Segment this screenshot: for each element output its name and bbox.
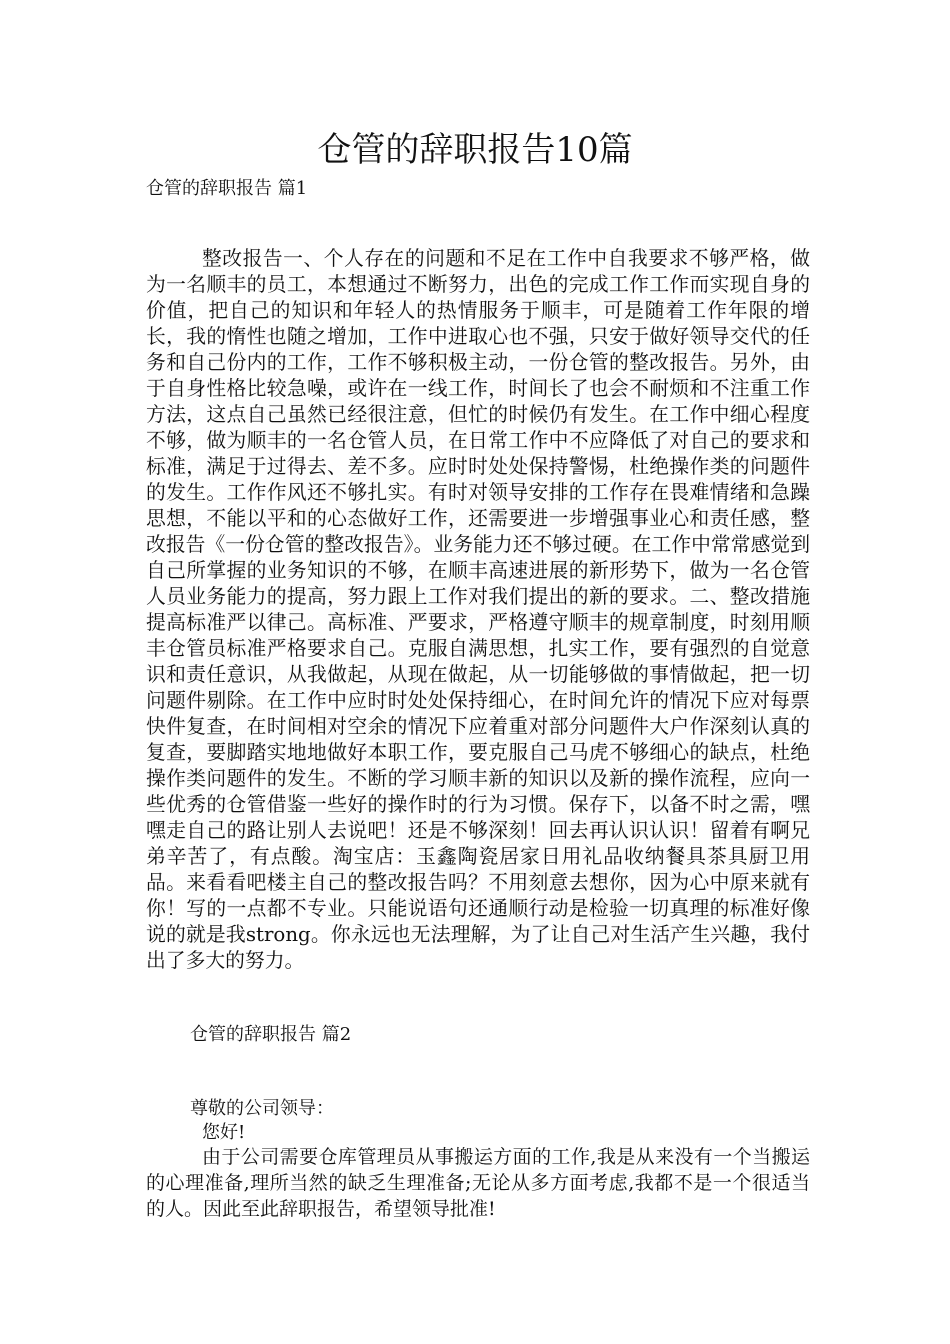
section-2-heading: 仓管的辞职报告 篇2 — [190, 1024, 352, 1045]
section-1-heading: 仓管的辞职报告 篇1 — [146, 178, 308, 199]
section-2-paragraph: 由于公司需要仓库管理员从事搬运方面的工作,我是从来没有一个当搬运的心理准备,理所当然的缺乏生理准备;无论从多方面考虑,我都不是一个很适当的人。因此至此辞职报告，希望领导批准! — [146, 1146, 810, 1220]
letter-salutation: 尊敬的公司领导： — [190, 1098, 334, 1119]
letter-greeting: 您好! — [202, 1122, 246, 1143]
section-1-paragraph: 整改报告一、个人存在的问题和不足在工作中自我要求不够严格，做为一名顺丰的员工，本想通过不断努力，出色的完成工作工作而实现自身的价值，把自己的知识和年轻人的热情服务于顺丰，可是随着工作年限的增长，我的惰性也随之增加，工作中进取心也不强，只安于做好领导交代的任务和自己份内的工作，工作不够积极主动，一份仓管的整改报告。另外，由于自身性格比较急噪，或许在一线工作，时间长了也会不耐烦和不注重工作方法，这点自己虽然已经很注意，但忙的时候仍有发生。在工作中细心程度不够，做为顺丰的一名仓管人员，在日常工作中不应降低了对自己的要求和标准，满足于过得去、差不多。应时时处处保持警惕，杜绝操作类的问题件的发生。工作作风还不够扎实。有时对领导安排的工作存在畏难情绪和急躁思想，不能以平和的心态做好工作，还需要进一步增强事业心和责任感，整改报告《一份仓管的整改报告》。业务能力还不够过硬。在工作中常常感觉到自己所掌握的业务知识的不够，在顺丰高速进展的新形势下，做为一名仓管人员业务能力的提高，努力跟上工作对我们提出的新的要求。二、整改措施提高标准严以律己。高标准、严要求，严格遵守顺丰的规章制度，时刻用顺丰仓管员标准严格要求自己。克服自满思想，扎实工作，要有强烈的自觉意识和责任意识，从我做起，从现在做起，从一切能够做的事情做起，把一切问题件剔除。在工作中应时时处处保持细心，在时间允许的情况下应对每票快件复查，在时间相对空余的情况下应着重对部分问题件大户作深刻认真的复查，要脚踏实地地做好本职工作，要克服自己马虎不够细心的缺点，杜绝操作类问题件的发生。不断的学习顺丰新的知识以及新的操作流程，应向一些优秀的仓管借鉴一些好的操作时的行为习惯。保存下，以备不时之需，嘿嘿走自己的路让别人去说吧！还是不够深刻！回去再认识认识！留着有啊兄弟辛苦了，有点酸。淘宝店：玉鑫陶瓷居家日用礼品收纳餐具茶具厨卫用品。来看看吧楼主自己的整改报告吗？不用刻意去想你，因为心中原来就有你！写的一点都不专业。只能说语句还通顺行动是检验一切真理的标准好像说的就是我strong。你永远也无法理解，为了让自己对生活产生兴趣，我付出了多大的努力。 — [146, 247, 810, 972]
document-title: 仓管的辞职报告10篇 — [317, 130, 633, 170]
